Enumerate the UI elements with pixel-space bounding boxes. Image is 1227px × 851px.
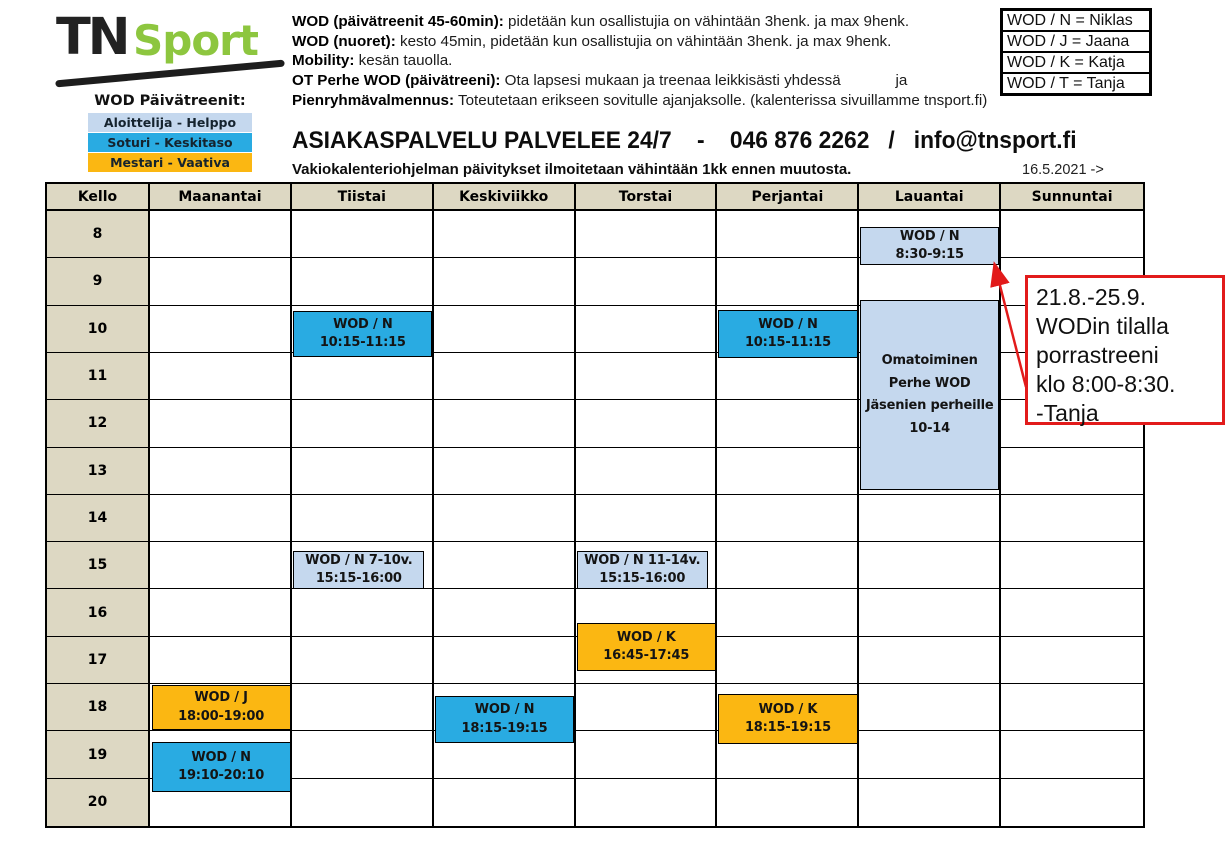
cell-maanantai-17 [150, 637, 292, 684]
cell-tiistai-17 [292, 637, 434, 684]
cell-lauantai-9 [859, 258, 1001, 305]
annotation-line: klo 8:00-8:30. [1036, 371, 1176, 397]
cell-sunnuntai-15 [1001, 542, 1143, 589]
day-header-lauantai: Lauantai [859, 184, 1001, 211]
calendar-event [293, 311, 432, 357]
info-line-text: kesto 45min, pidetään kun osallistujia on vähintään 3henk. ja max 9henk. [395, 32, 892, 50]
cell-tiistai-19 [292, 731, 434, 778]
cell-lauantai-16 [859, 589, 1001, 636]
cell-keskiviikko-8 [434, 211, 576, 258]
cell-keskiviikko-11 [434, 353, 576, 400]
cell-tiistai-8 [292, 211, 434, 258]
cell-torstai-9 [576, 258, 718, 305]
annotation-line: porrastreeni [1036, 342, 1159, 368]
calendar-event [152, 685, 291, 730]
calendar-event [860, 300, 999, 490]
info-line-lead: WOD (nuoret): [292, 32, 396, 50]
day-header-sunnuntai: Sunnuntai [1001, 184, 1143, 211]
valid-from-date: 16.5.2021 -> [1022, 162, 1104, 178]
hour-label-17: 17 [47, 637, 150, 684]
hour-label-20: 20 [47, 779, 150, 826]
cell-maanantai-15 [150, 542, 292, 589]
cell-tiistai-11 [292, 353, 434, 400]
event-text: WOD / N [899, 228, 960, 244]
day-header-maanantai: Maanantai [150, 184, 292, 211]
hour-label-19: 19 [47, 731, 150, 778]
cell-tiistai-20 [292, 779, 434, 826]
event-text: WOD / N 7-10v. [305, 552, 413, 568]
cell-sunnuntai-18 [1001, 684, 1143, 731]
cell-maanantai-12 [150, 400, 292, 447]
hour-label-12: 12 [47, 400, 150, 447]
info-line-text: kesän tauolla. [354, 52, 453, 70]
cell-sunnuntai-17 [1001, 637, 1143, 684]
event-text: 10:15-11:15 [744, 335, 831, 350]
calendar-event [577, 551, 708, 589]
cell-perjantai-15 [717, 542, 859, 589]
cell-tiistai-12 [292, 400, 434, 447]
cell-keskiviikko-16 [434, 589, 576, 636]
cell-sunnuntai-16 [1001, 589, 1143, 636]
info-text-block [292, 12, 1042, 111]
cell-sunnuntai-14 [1001, 495, 1143, 542]
cell-lauantai-15 [859, 542, 1001, 589]
event-text: 18:15-19:15 [744, 720, 831, 735]
coach-legend-row: WOD / J = Jaana [1002, 31, 1150, 52]
event-text: WOD / K [758, 701, 818, 717]
hour-label-16: 16 [47, 589, 150, 636]
logo-sport: Sport [133, 16, 258, 65]
cell-maanantai-13 [150, 448, 292, 495]
calendar-event [577, 623, 716, 671]
coach-legend-row: WOD / N = Niklas [1002, 10, 1150, 31]
coach-legend-row: WOD / K = Katja [1002, 52, 1150, 73]
info-line [292, 91, 1042, 111]
cell-keskiviikko-15 [434, 542, 576, 589]
cell-torstai-11 [576, 353, 718, 400]
cell-keskiviikko-9 [434, 258, 576, 305]
info-line-text: pidetään kun osallistujia on vähintään 3henk. ja max 9henk. [503, 13, 910, 30]
day-header-tiistai: Tiistai [292, 184, 434, 211]
event-text: 18:15-19:15 [461, 720, 548, 736]
cell-lauantai-20 [859, 779, 1001, 826]
cell-lauantai-17 [859, 637, 1001, 684]
cell-sunnuntai-20 [1001, 779, 1143, 826]
cell-perjantai-16 [717, 589, 859, 636]
event-text: WOD / K [616, 629, 676, 645]
hour-label-11: 11 [47, 353, 150, 400]
annotation-line: WODin tilalla [1036, 313, 1169, 339]
update-note: Vakiokalenteriohjelman päivitykset ilmoitetaan vähintään 1kk ennen muutosta. [292, 161, 852, 178]
cell-perjantai-8 [717, 211, 859, 258]
event-text: Jäsenien perheille [865, 398, 994, 413]
cell-tiistai-14 [292, 495, 434, 542]
event-text: WOD / N 11-14v. [584, 552, 701, 568]
cell-torstai-14 [576, 495, 718, 542]
cell-keskiviikko-12 [434, 400, 576, 447]
day-header-keskiviikko: Keskiviikko [434, 184, 576, 211]
info-line [292, 12, 1042, 32]
level-legend [88, 113, 252, 173]
hour-label-10: 10 [47, 306, 150, 353]
cell-lauantai-19 [859, 731, 1001, 778]
cell-keskiviikko-14 [434, 495, 576, 542]
hour-label-15: 15 [47, 542, 150, 589]
event-text: WOD / N [191, 749, 251, 765]
cell-perjantai-20 [717, 779, 859, 826]
info-line [292, 51, 1042, 71]
cell-torstai-20 [576, 779, 718, 826]
annotation-note [1025, 275, 1225, 425]
cell-lauantai-18 [859, 684, 1001, 731]
event-text: 15:15-16:00 [315, 571, 402, 586]
hour-label-9: 9 [47, 258, 150, 305]
cell-maanantai-9 [150, 258, 292, 305]
level-advanced: Mestari - Vaativa [88, 153, 252, 172]
info-line [292, 32, 1042, 52]
cell-keskiviikko-20 [434, 779, 576, 826]
hour-label-18: 18 [47, 684, 150, 731]
day-header-perjantai: Perjantai [717, 184, 859, 211]
cell-torstai-19 [576, 731, 718, 778]
customer-service-line: ASIAKASPALVELU PALVELEE 24/7 - 046 876 2262 / info@tnsport.fi [292, 127, 1077, 154]
event-text: 10-14 [909, 420, 950, 436]
cell-keskiviikko-17 [434, 637, 576, 684]
cell-sunnuntai-8 [1001, 211, 1143, 258]
info-line-lead: Mobility: [292, 52, 355, 70]
logo-tn: TN [56, 8, 128, 67]
info-line [292, 71, 1042, 91]
calendar-event [718, 310, 857, 358]
cell-tiistai-18 [292, 684, 434, 731]
cell-keskiviikko-10 [434, 306, 576, 353]
cell-maanantai-16 [150, 589, 292, 636]
info-line-lead: Pienryhmävalmennus: [292, 91, 455, 109]
calendar-event [293, 551, 424, 589]
cell-maanantai-11 [150, 353, 292, 400]
calendar-event [152, 742, 291, 792]
program-title: WOD Päivätreenit: [94, 93, 246, 109]
hour-label-14: 14 [47, 495, 150, 542]
calendar-event [435, 696, 574, 743]
event-text: WOD / N [758, 316, 818, 332]
cell-maanantai-10 [150, 306, 292, 353]
level-intermediate: Soturi - Keskitaso [88, 133, 252, 152]
cell-tiistai-9 [292, 258, 434, 305]
event-text: 15:15-16:00 [599, 571, 686, 586]
cell-torstai-8 [576, 211, 718, 258]
cell-tiistai-16 [292, 589, 434, 636]
cell-maanantai-14 [150, 495, 292, 542]
event-text: 8:30-9:15 [895, 247, 964, 262]
event-text: WOD / N [333, 316, 393, 332]
annotation-line: 21.8.-25.9. [1036, 284, 1146, 310]
event-text: 19:10-20:10 [178, 768, 265, 783]
event-text: Omatoiminen [881, 353, 978, 368]
cell-torstai-13 [576, 448, 718, 495]
cell-tiistai-13 [292, 448, 434, 495]
coach-legend [1000, 8, 1152, 96]
cell-lauantai-14 [859, 495, 1001, 542]
info-line-lead: WOD (päivätreenit 45-60min): [292, 13, 504, 30]
day-header-torstai: Torstai [576, 184, 718, 211]
event-text: 10:15-11:15 [319, 335, 406, 350]
cell-perjantai-9 [717, 258, 859, 305]
cell-torstai-10 [576, 306, 718, 353]
cell-sunnuntai-19 [1001, 731, 1143, 778]
event-text: WOD / N [474, 702, 535, 717]
cell-perjantai-11 [717, 353, 859, 400]
annotation-line: -Tanja [1036, 400, 1099, 426]
hour-label-8: 8 [47, 211, 150, 258]
event-text: Perhe WOD [888, 375, 971, 391]
cell-sunnuntai-13 [1001, 448, 1143, 495]
cell-perjantai-12 [717, 400, 859, 447]
cell-torstai-18 [576, 684, 718, 731]
cell-perjantai-13 [717, 448, 859, 495]
event-text: WOD / J [194, 690, 248, 705]
cell-torstai-12 [576, 400, 718, 447]
info-line-text: Toteutetaan erikseen sovitulle ajanjaksolle. (kalenterissa sivuillamme tnsport.fi) [454, 91, 988, 109]
weekly-calendar-grid [45, 182, 1145, 828]
cell-maanantai-8 [150, 211, 292, 258]
level-beginner: Aloittelija - Helppo [88, 113, 252, 132]
calendar-event [860, 227, 999, 265]
event-text: 18:00-19:00 [178, 708, 265, 724]
coach-legend-row: WOD / T = Tanja [1002, 73, 1150, 94]
event-text: 16:45-17:45 [603, 648, 690, 663]
cell-perjantai-17 [717, 637, 859, 684]
info-line-lead: OT Perhe WOD (päivätreeni): [292, 72, 501, 90]
hour-label-13: 13 [47, 448, 150, 495]
info-line-text: Ota lapsesi mukaan ja treenaa leikkisästi yhdessä ja [500, 72, 908, 90]
cell-keskiviikko-13 [434, 448, 576, 495]
time-column-header: Kello [47, 184, 150, 211]
cell-perjantai-14 [717, 495, 859, 542]
calendar-event [718, 694, 857, 744]
